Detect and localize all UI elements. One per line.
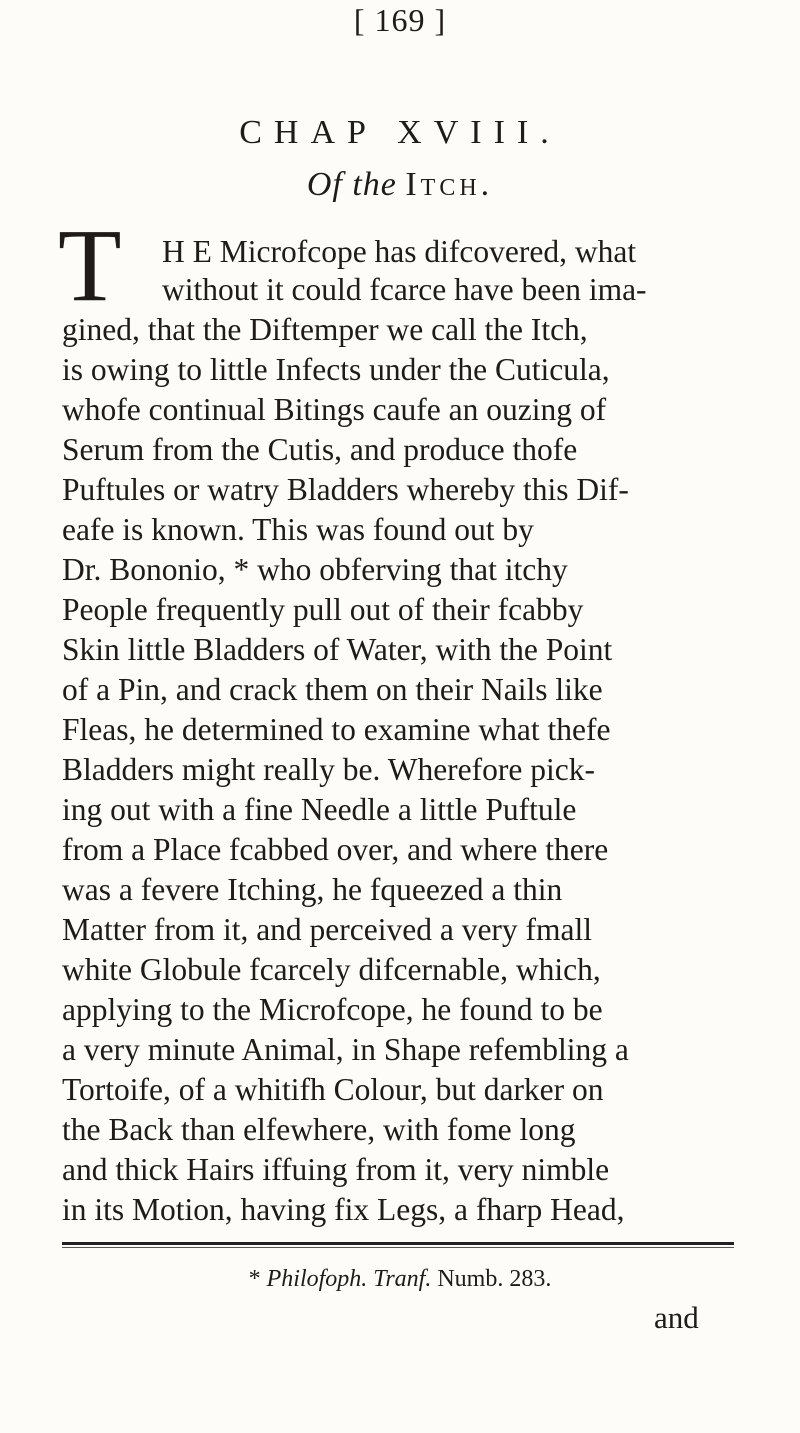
text-line: Skin little Bladders of Water, with the Point — [62, 632, 613, 667]
footnote-rule-thin — [62, 1247, 734, 1248]
footnote — [0, 1266, 800, 1293]
text-line: Dr. Bononio, * who obferving that itchy — [62, 552, 568, 587]
text-line: Tortoife, of a whitifh Colour, but darker on — [62, 1072, 604, 1107]
chapter-subtitle — [0, 166, 800, 204]
text-line: applying to the Microfcope, he found to be — [62, 992, 603, 1027]
catchword: and — [654, 1300, 699, 1335]
text-line: Serum from the Cutis, and produce thofe — [62, 432, 578, 467]
text-line: from a Place fcabbed over, and where there — [62, 832, 609, 867]
chapter-heading: CHAP XVIII. — [239, 114, 561, 151]
text-line: whofe continual Bitings caufe an ouzing of — [62, 392, 607, 427]
text-line: gined, that the Diftemper we call the Itch, — [62, 312, 588, 347]
text-line: is owing to little Infects under the Cuticula, — [62, 352, 610, 387]
text-line: eafe is known. This was found out by — [62, 512, 534, 547]
text-line: People frequently pull out of their fcabby — [62, 592, 584, 627]
subtitle-lead: Of the — [306, 166, 397, 203]
text-line: and thick Hairs iffuing from it, very nimble — [62, 1152, 610, 1187]
text-line: Fleas, he determined to examine what thefe — [62, 712, 611, 747]
text-line: Puftules or watry Bladders whereby this Dif- — [62, 472, 629, 507]
text-line: a very minute Animal, in Shape refembling a — [62, 1032, 629, 1067]
text-line: without it could fcarce have been ima- — [162, 272, 647, 307]
footnote-marker: * — [248, 1266, 261, 1292]
text-line: of a Pin, and crack them on their Nails like — [62, 672, 603, 707]
text-line: in its Motion, having fix Legs, a fharp Head, — [62, 1192, 625, 1227]
text-line: Bladders might really be. Wherefore pick- — [62, 752, 595, 787]
footnote-number: Numb. 283. — [437, 1266, 552, 1292]
footnote-source: Philofoph. Tranf. — [266, 1266, 432, 1292]
text-line: the Back than elfewhere, with fome long — [62, 1112, 576, 1147]
drop-cap: T — [58, 208, 122, 323]
footnote-rule — [62, 1242, 734, 1245]
subtitle-main: Itch. — [405, 166, 494, 203]
text-line: white Globule fcarcely difcernable, which, — [62, 952, 601, 987]
text-line: ing out with a fine Needle a little Puftule — [62, 792, 577, 827]
page-number: [ 169 ] — [353, 2, 447, 38]
text-line: H E Microfcope has difcovered, what — [162, 234, 637, 269]
text-line: Matter from it, and perceived a very fmall — [62, 912, 593, 947]
text-line: was a fevere Itching, he fqueezed a thin — [62, 872, 563, 907]
